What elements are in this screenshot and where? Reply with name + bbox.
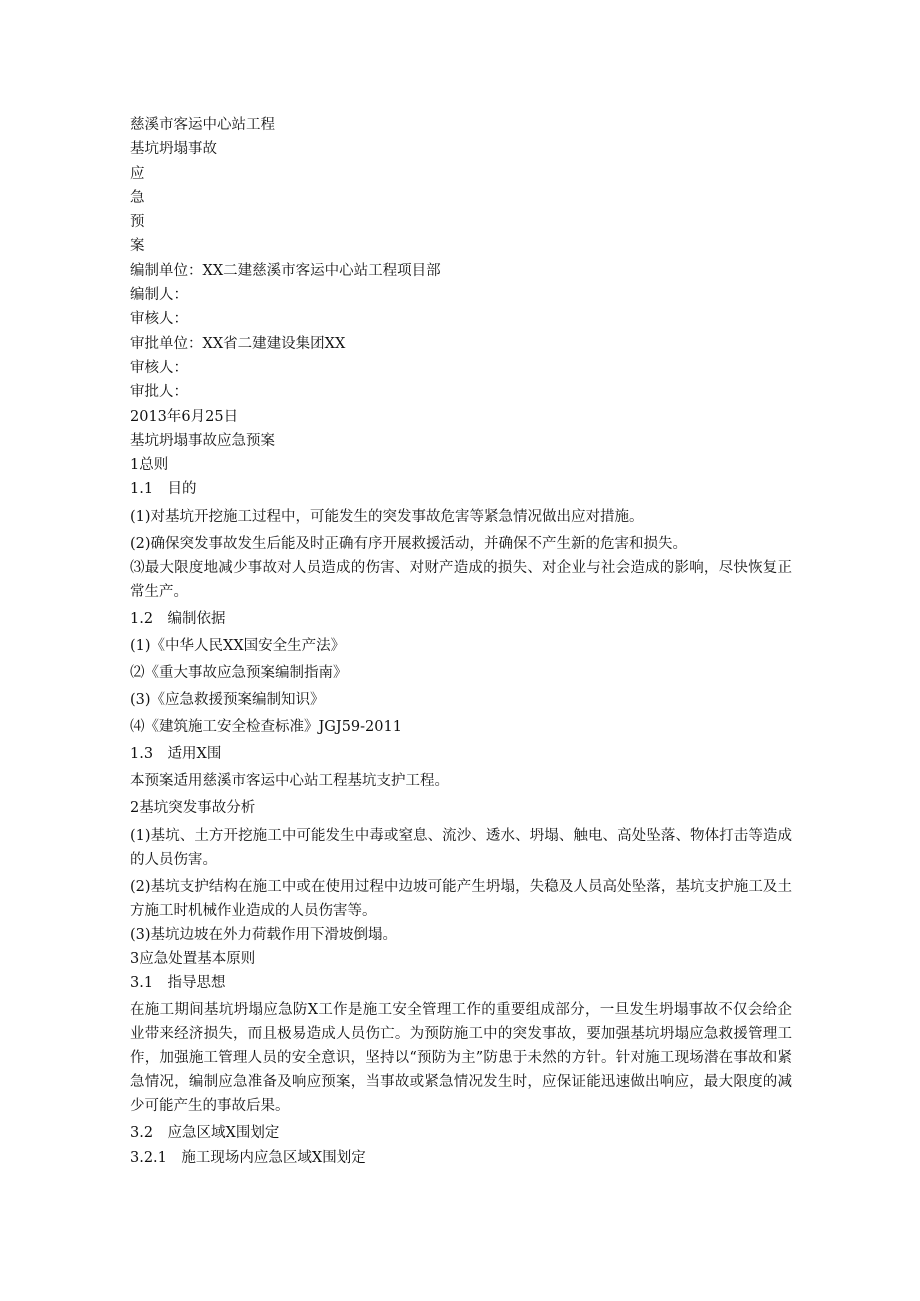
approver: 审批人： — [130, 384, 188, 401]
list-item: (2)确保突发事故发生后能及时正确有序开展救援活动，并确保不产生新的危害和损失。 — [130, 535, 688, 552]
section-heading: 3应急处置基本原则 — [130, 950, 256, 967]
reviewer: 审核人： — [130, 359, 188, 376]
subsection-heading: 1.1 目的 — [130, 481, 197, 498]
reviewer: 审核人： — [130, 311, 188, 328]
subsection-heading: 3.2.1 施工现场内应急区域X围划定 — [130, 1149, 366, 1166]
subsection-heading: 1.3 适用X围 — [130, 746, 222, 763]
list-item: (1)基坑、土方开挖施工中可能发生中毒或窒息、流沙、透水、坍塌、触电、高处坠落、物体打击等造成的人员伤害。 — [130, 827, 792, 868]
list-item: (1)对基坑开挖施工过程中，可能发生的突发事故危害等紧急情况做出应对措施。 — [130, 508, 644, 525]
paragraph: 本预案适用慈溪市客运中心站工程基坑支护工程。 — [130, 773, 449, 790]
cover-title-char: 应 — [130, 165, 145, 182]
compiler: 编制人： — [130, 287, 188, 304]
cover-title-char: 案 — [130, 238, 145, 255]
list-item: (2)基坑支护结构在施工中或在使用过程中边坡可能产生坍塌，失稳及人员高处坠落，基坑支护施工及土方施工时机械作业造成的人员伤害等。 — [130, 878, 792, 919]
subsection-heading: 1.2 编制依据 — [130, 610, 226, 627]
list-item: ⑶最大限度地减少事故对人员造成的伤害、对财产造成的损失、对企业与社会造成的影响，尽快恢复正常生产。 — [130, 559, 792, 600]
approve-unit: 审批单位：XX省二建建设集团XX — [130, 335, 346, 352]
list-item: ⑵《重大事故应急预案编制指南》 — [130, 665, 348, 682]
cover-title-char: 预 — [130, 214, 145, 231]
subsection-heading: 3.1 指导思想 — [130, 974, 226, 991]
subsection-heading: 3.2 应急区域X围划定 — [130, 1125, 280, 1142]
section-heading: 2基坑突发事故分析 — [130, 800, 256, 817]
document-page — [130, 113, 792, 1170]
paragraph: 在施工期间基坑坍塌应急防X工作是施工安全管理工作的重要组成部分，一旦发生坍塌事故不仅会给企业带来经济损失，而且极易造成人员伤亡。为预防施工中的突发事故，要加强基坑坍塌应急救援管理工作，加强施工管理人员的安全意识，坚持以“预防为主”防患于未然的方针。针对施工现场潜在事故和紧急情况，编制应急准备及响应预案，当事故或紧急情况发生时，应保证能迅速做出响应，最大限度的减少可能产生的事故后果。 — [130, 1002, 792, 1115]
list-item: (3)《应急救援预案编制知识》 — [130, 692, 325, 709]
date: 2013年6月25日 — [130, 408, 239, 425]
cover-project-name: 慈溪市客运中心站工程 — [130, 117, 275, 133]
compile-unit: 编制单位：XX二建慈溪市客运中心站工程项目部 — [130, 262, 441, 279]
list-item: (1)《中华人民XX国安全生产法》 — [130, 638, 346, 655]
list-item: (3)基坑边坡在外力荷载作用下滑坡倒塌。 — [130, 926, 398, 943]
list-item: ⑷《建筑施工安全检查标准》JGJ59-2011 — [130, 719, 402, 736]
cover-subject: 基坑坍塌事故 — [130, 141, 217, 158]
doc-title: 基坑坍塌事故应急预案 — [130, 432, 275, 449]
cover-title-char: 急 — [130, 189, 145, 206]
section-heading: 1总则 — [130, 457, 169, 474]
